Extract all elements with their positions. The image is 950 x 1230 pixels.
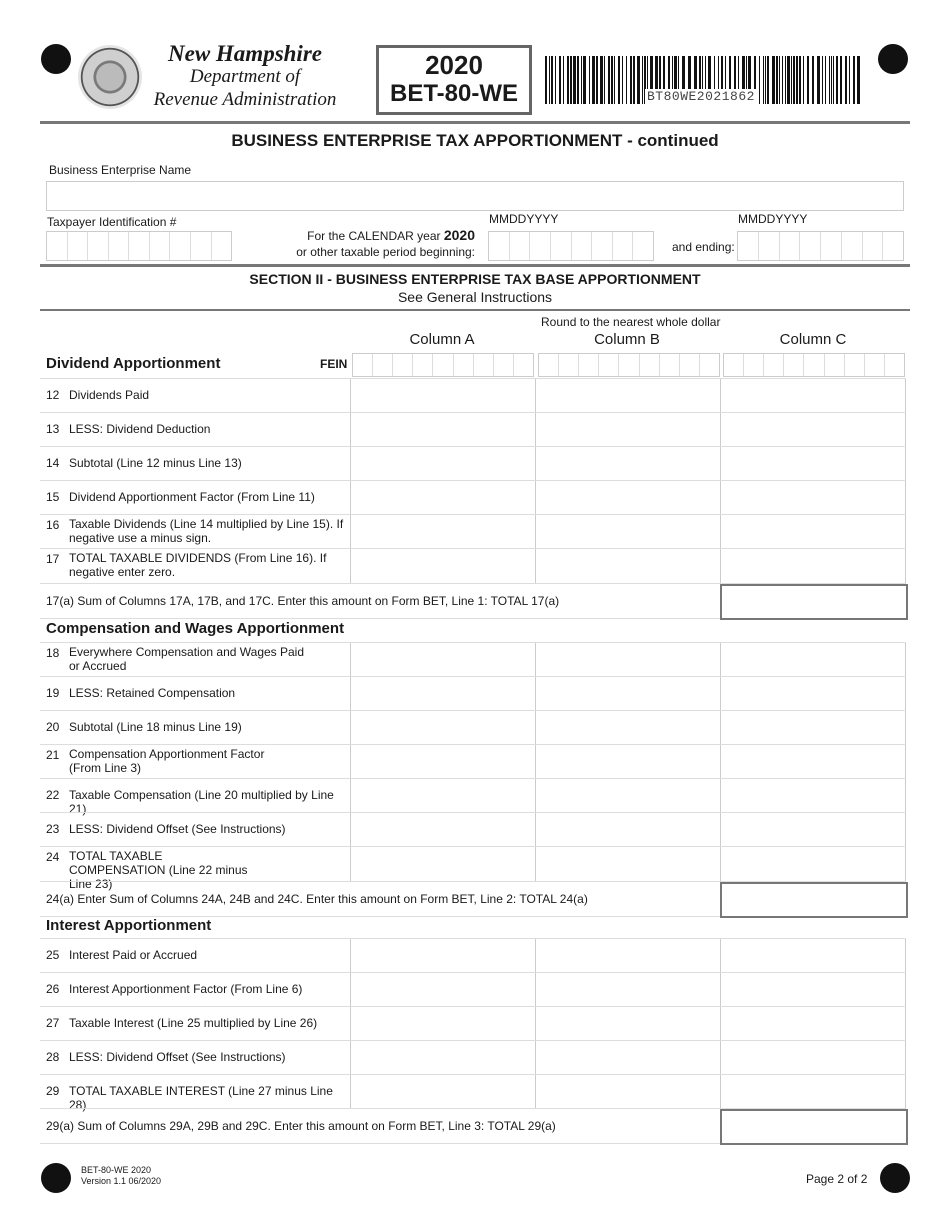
end-date-format: MMDDYYYY (738, 212, 808, 226)
footer-form-id: BET-80-WE 2020 (81, 1165, 152, 1175)
taxpayer-id-label: Taxpayer Identification # (47, 215, 177, 229)
section-title: SECTION II - BUSINESS ENTERPRISE TAX BASE APPORTIONMENT (249, 271, 701, 287)
registration-dot-bottom-left (41, 1163, 71, 1193)
barcode-bar (573, 56, 576, 104)
and-ending-label: and ending: (672, 240, 735, 254)
line-number: 27 (46, 1016, 60, 1030)
barcode-bar (803, 56, 804, 104)
dividend-heading: Dividend Apportionment (46, 355, 221, 372)
column-c-input[interactable] (720, 447, 906, 481)
calendar-prefix: For the CALENDAR year (307, 229, 441, 243)
total-29a-row (40, 1108, 906, 1144)
column-a-header: Column A (409, 331, 475, 348)
barcode-bar (779, 56, 780, 104)
barcode-bar (807, 56, 809, 104)
barcode-bar (608, 56, 610, 104)
calendar-year: 2020 (443, 227, 475, 243)
barcode-bar (622, 56, 623, 104)
barcode-bar (626, 56, 627, 104)
column-c-input[interactable] (720, 779, 906, 813)
line-number: 25 (46, 948, 60, 962)
line-number: 16 (46, 518, 60, 532)
barcode-bar (845, 56, 847, 104)
column-a-input[interactable] (350, 379, 536, 413)
column-c-input[interactable] (720, 745, 906, 779)
column-c-input[interactable] (720, 677, 906, 711)
line-description: Compensation Apportionment Factor (From Line 3) (69, 747, 265, 775)
begin-date-format: MMDDYYYY (489, 212, 559, 226)
barcode-bar (857, 56, 860, 104)
table-row (40, 1040, 906, 1075)
barcode-bar (583, 56, 586, 104)
line-number: 19 (46, 686, 60, 700)
table-row (40, 710, 906, 745)
table-row (40, 446, 906, 481)
column-b-input[interactable] (535, 779, 721, 813)
form-number: BET-80-WE (389, 80, 518, 107)
column-b-input[interactable] (535, 939, 721, 973)
line-number: 29 (46, 1084, 60, 1098)
barcode-bar (551, 56, 553, 104)
barcode-bar (840, 56, 842, 104)
registration-dot-top-right (878, 44, 908, 74)
total-29a-input[interactable] (720, 1109, 908, 1145)
barcode-bar (570, 56, 572, 104)
line-number: 24 (46, 850, 60, 864)
barcode-bar (849, 56, 850, 104)
barcode-bar (545, 56, 547, 104)
line-description: Subtotal (Line 18 minus Line 19) (69, 720, 242, 734)
line-number: 15 (46, 490, 60, 504)
column-c-input[interactable] (720, 379, 906, 413)
barcode-bar (796, 56, 798, 104)
column-a-input[interactable] (350, 447, 536, 481)
column-b-input[interactable] (535, 515, 721, 549)
form-id-box (376, 45, 532, 115)
column-c-input[interactable] (720, 1007, 906, 1041)
barcode-bar (611, 56, 613, 104)
barcode-bar (831, 56, 832, 104)
column-b-input[interactable] (535, 847, 721, 881)
column-c-input[interactable] (720, 1041, 906, 1075)
total-17a-label: 17(a) Sum of Columns 17A, 17B, and 17C. Enter this amount on Form BET, Line 1: TOTAL 17(a) (46, 594, 560, 608)
total-24a-label: 24(a) Enter Sum of Columns 24A, 24B and 24C. Enter this amount on Form BET, Line 2: TOTAL 24(a) (46, 892, 588, 906)
state-seal-logo (78, 45, 142, 109)
line-description: Taxable Dividends (Line 14 multiplied by Line 15). If negative use a minus sign. (69, 517, 344, 545)
line-description: TOTAL TAXABLE COMPENSATION (Line 22 minus Line 23) (69, 849, 248, 891)
column-c-input[interactable] (720, 515, 906, 549)
barcode-bar (563, 56, 564, 104)
line-number: 18 (46, 646, 60, 660)
column-b-input[interactable] (535, 413, 721, 447)
barcode-bar (577, 56, 579, 104)
barcode-bar (642, 56, 643, 104)
table-row (40, 378, 906, 413)
agency-line-2: Department of (189, 66, 301, 87)
line-number: 23 (46, 822, 60, 836)
line-number: 17 (46, 552, 60, 566)
table-row (40, 812, 906, 847)
barcode-bar (759, 56, 760, 104)
table-row (40, 1074, 906, 1112)
barcode-bar (765, 56, 766, 104)
column-b-input[interactable] (535, 643, 721, 677)
page-number: Page 2 of 2 (806, 1172, 868, 1186)
line-description: Everywhere Compensation and Wages Paid or Accrued (69, 645, 305, 673)
column-b-input[interactable] (535, 379, 721, 413)
fein-column-b-field[interactable] (538, 353, 720, 377)
line-description: Taxable Interest (Line 25 multiplied by Line 26) (69, 1016, 318, 1030)
taxpayer-id-field[interactable] (46, 231, 232, 261)
column-b-input[interactable] (535, 711, 721, 745)
line-number: 22 (46, 788, 60, 802)
column-c-input[interactable] (720, 939, 906, 973)
line-number: 14 (46, 456, 60, 470)
barcode-bar (633, 56, 635, 104)
fein-label: FEIN (320, 357, 348, 371)
period-beginning-label: or other taxable period beginning: (296, 245, 475, 259)
barcode-bar (567, 56, 569, 104)
period-begin-date-field[interactable] (488, 231, 654, 261)
agency-name (140, 42, 350, 111)
page-title: BUSINESS ENTERPRISE TAX APPORTIONMENT - continued (231, 131, 719, 150)
line-description: Subtotal (Line 12 minus Line 13) (69, 456, 242, 470)
section-subtitle: See General Instructions (397, 289, 553, 305)
barcode-text: BT80WE2021862 (647, 89, 755, 104)
round-note: Round to the nearest whole dollar (541, 315, 721, 329)
column-b-input[interactable] (535, 1075, 721, 1109)
footer-form-info (81, 1165, 161, 1187)
barcode-bar (600, 56, 603, 104)
barcode-bar (559, 56, 561, 104)
barcode-bar (825, 56, 826, 104)
column-c-input[interactable] (720, 847, 906, 881)
column-a-input[interactable] (350, 973, 536, 1007)
table-row (40, 1006, 906, 1041)
column-a-input[interactable] (350, 1041, 536, 1075)
registration-dot-top-left (41, 44, 71, 74)
barcode-bar (772, 56, 775, 104)
barcode-bar (592, 56, 595, 104)
barcode-bar (853, 56, 855, 104)
line-description: LESS: Retained Compensation (69, 686, 236, 700)
column-a-input[interactable] (350, 745, 536, 779)
column-a-input[interactable] (350, 1075, 536, 1109)
line-description: TOTAL TAXABLE DIVIDENDS (From Line 16). If negative enter zero. (69, 551, 327, 579)
footer-version: Version 1.1 06/2020 (81, 1176, 162, 1186)
form-year: 2020 (425, 50, 483, 80)
column-b-input[interactable] (535, 481, 721, 515)
total-24a-input[interactable] (720, 882, 908, 918)
column-b-input[interactable] (535, 813, 721, 847)
column-c-input[interactable] (720, 711, 906, 745)
line-number: 13 (46, 422, 60, 436)
column-c-input[interactable] (720, 549, 906, 583)
section-divider-bottom (40, 309, 910, 311)
column-c-input[interactable] (720, 1075, 906, 1109)
column-a-input[interactable] (350, 813, 536, 847)
column-a-input[interactable] (350, 481, 536, 515)
line-number: 21 (46, 748, 60, 762)
line-description: Interest Apportionment Factor (From Line 6) (69, 982, 303, 996)
barcode-bar (833, 56, 834, 104)
line-description: Taxable Compensation (Line 20 multiplied by Line 21) (69, 788, 334, 816)
column-b-header: Column B (594, 331, 660, 348)
total-17a-input[interactable] (720, 584, 908, 620)
line-number: 12 (46, 388, 60, 402)
barcode-bar (618, 56, 620, 104)
barcode-bar (589, 56, 590, 104)
column-a-input[interactable] (350, 549, 536, 583)
period-end-date-field[interactable] (737, 231, 904, 261)
barcode-bar (596, 56, 598, 104)
line-description: LESS: Dividend Offset (See Instructions) (69, 822, 286, 836)
table-row (40, 642, 906, 677)
column-a-input[interactable] (350, 643, 536, 677)
barcode-bar (549, 56, 550, 104)
column-b-input[interactable] (535, 677, 721, 711)
column-b-input[interactable] (535, 745, 721, 779)
compensation-heading: Compensation and Wages Apportionment (46, 620, 345, 637)
barcode-bar (799, 56, 801, 104)
column-a-input[interactable] (350, 515, 536, 549)
business-name-label: Business Enterprise Name (49, 163, 192, 177)
agency-line-1: New Hampshire (168, 41, 322, 66)
table-row (40, 548, 906, 583)
table-row (40, 972, 906, 1007)
barcode-bar (614, 56, 615, 104)
barcode-bar (776, 56, 778, 104)
column-c-input[interactable] (720, 643, 906, 677)
barcode-bar (767, 56, 769, 104)
agency-line-3: Revenue Administration (153, 89, 337, 110)
barcode-bar (630, 56, 632, 104)
column-b-input[interactable] (535, 1007, 721, 1041)
column-c-header: Column C (779, 331, 847, 348)
line-number: 28 (46, 1050, 60, 1064)
column-a-input[interactable] (350, 1007, 536, 1041)
column-b-input[interactable] (535, 1041, 721, 1075)
barcode-bar (812, 56, 814, 104)
barcode-bar (782, 56, 783, 104)
barcode-bar (817, 56, 820, 104)
total-17a-row (40, 583, 906, 619)
barcode-bar (787, 56, 790, 104)
barcode-bar (836, 56, 838, 104)
column-b-input[interactable] (535, 549, 721, 583)
column-c-input[interactable] (720, 413, 906, 447)
barcode-bar (581, 56, 582, 104)
barcode-bar (785, 56, 786, 104)
table-row (40, 938, 906, 973)
column-c-input[interactable] (720, 813, 906, 847)
column-a-input[interactable] (350, 779, 536, 813)
interest-heading: Interest Apportionment (46, 917, 212, 934)
table-row (40, 676, 906, 711)
table-row (40, 514, 906, 549)
column-a-input[interactable] (350, 939, 536, 973)
barcode-bar (555, 56, 556, 104)
barcode-bar (637, 56, 640, 104)
line-description: Dividends Paid (69, 388, 150, 402)
column-c-input[interactable] (720, 973, 906, 1007)
line-description: Dividend Apportionment Factor (From Line 11) (69, 490, 315, 504)
column-a-input[interactable] (350, 847, 536, 881)
table-row (40, 480, 906, 515)
column-a-input[interactable] (350, 711, 536, 745)
table-row (40, 412, 906, 447)
business-name-field[interactable] (46, 181, 904, 211)
table-row (40, 846, 906, 891)
registration-dot-bottom-right (880, 1163, 910, 1193)
table-row (40, 778, 906, 816)
line-number: 20 (46, 720, 60, 734)
total-29a-label: 29(a) Sum of Columns 29A, 29B and 29C. Enter this amount on Form BET, Line 3: TOTAL 29(a) (46, 1119, 556, 1133)
barcode-bar (822, 56, 823, 104)
column-b-input[interactable] (535, 447, 721, 481)
fein-column-a-field[interactable] (352, 353, 534, 377)
total-24a-row (40, 881, 906, 917)
barcode-bar (793, 56, 795, 104)
line-description: LESS: Dividend Deduction (69, 422, 211, 436)
line-description: TOTAL TAXABLE INTEREST (Line 27 minus Line 28) (69, 1084, 333, 1112)
barcode-bar (829, 56, 830, 104)
barcode-bar (604, 56, 605, 104)
column-a-input[interactable] (350, 677, 536, 711)
header-divider (40, 121, 910, 124)
column-c-input[interactable] (720, 481, 906, 515)
column-b-input[interactable] (535, 973, 721, 1007)
section-divider-top (40, 264, 910, 267)
line-number: 26 (46, 982, 60, 996)
calendar-year-text (300, 227, 475, 243)
fein-column-c-field[interactable] (723, 353, 905, 377)
line-description: LESS: Dividend Offset (See Instructions) (69, 1050, 286, 1064)
column-a-input[interactable] (350, 413, 536, 447)
barcode-bar (791, 56, 792, 104)
line-description: Interest Paid or Accrued (69, 948, 198, 962)
barcode-bar (763, 56, 764, 104)
table-row (40, 744, 906, 779)
